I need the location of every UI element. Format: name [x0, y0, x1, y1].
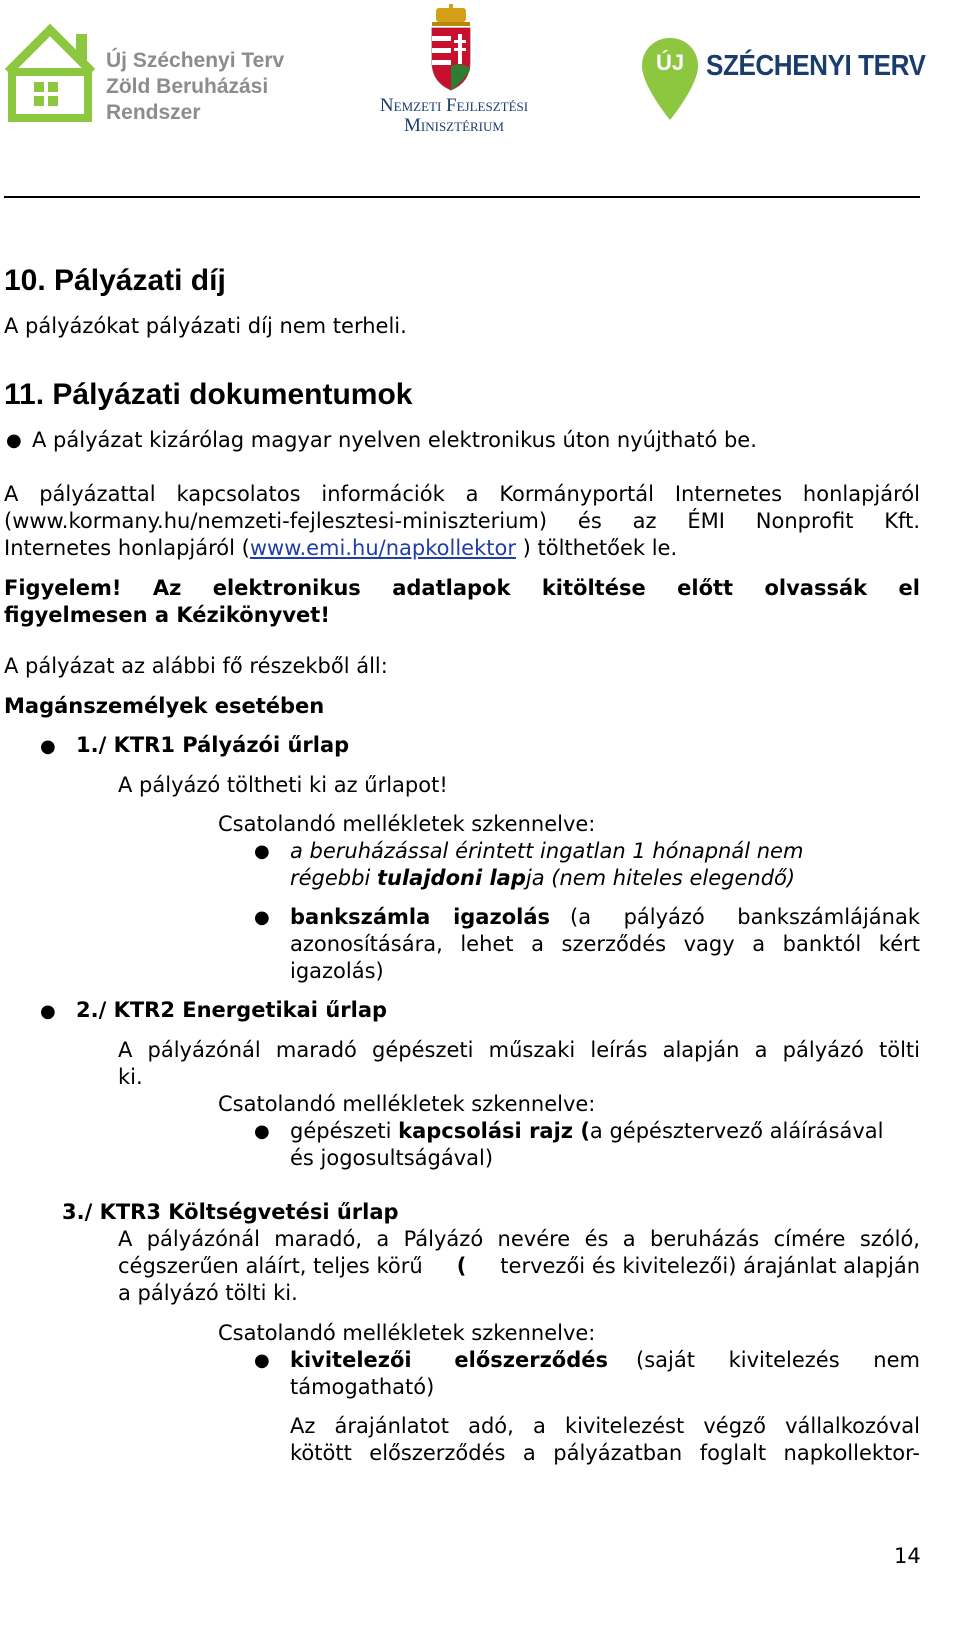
- ktr3-note-line2: kötött előszerződés a pályázatban foglalt napkollektor-: [290, 1441, 920, 1465]
- ktr3-item-line2: támogatható): [290, 1375, 435, 1399]
- info-line3-pre: Internetes honlapjáról (: [4, 536, 250, 560]
- ktr3-item-rest: (saját kivitelezés nem: [636, 1348, 920, 1372]
- logo-zold-beruhazasi: [4, 20, 294, 130]
- ktr3-text-line2: [118, 1253, 920, 1280]
- ktr1-item2-line1: [290, 904, 920, 931]
- info-line1: A pályázattal kapcsolatos információk a Kormányportál Internetes honlapjáról: [4, 482, 920, 506]
- ktr3-item-line1: [290, 1347, 920, 1374]
- ktr2-item-post: a gépésztervező aláírásával: [589, 1119, 884, 1143]
- ktr1-attach-label: Csatolandó mellékletek szkennelve:: [218, 812, 596, 836]
- info-line3: [4, 535, 677, 562]
- bullet-marker: ●: [40, 1001, 56, 1022]
- parts-intro: A pályázat az alábbi fő részekből áll:: [4, 654, 388, 678]
- ktr2-item-line2: és jogosultságával): [290, 1146, 494, 1170]
- ktr1-item1-line2: [290, 865, 795, 892]
- warning-line2: figyelmesen a Kézikönyvet!: [4, 603, 330, 627]
- logo-left-line2: Zöld Beruházási: [106, 75, 269, 98]
- ktr3-text-line2-pre: cégszerűen aláírt, teljes körű: [118, 1254, 423, 1278]
- ktr1-item2-bold-wrap: [290, 904, 550, 931]
- bullet-marker: ●: [6, 430, 22, 451]
- ktr1-item1-bold: tulajdoni lap: [376, 866, 526, 890]
- ktr2-text-line1: A pályázónál maradó gépészeti műszaki leírás alapján a pályázó tölti: [118, 1038, 920, 1062]
- logo-left-line3: Rendszer: [106, 101, 201, 124]
- ktr3-text-line1: A pályázónál maradó, a Pályázó nevére és a beruházás címére szóló,: [118, 1227, 920, 1251]
- ktr1-item2-bold: bankszámla igazolás: [290, 905, 550, 929]
- coat-of-arms-icon: [426, 4, 476, 94]
- bullet-marker: ●: [254, 907, 270, 928]
- ktr3-item-bold: kivitelezői előszerződés: [290, 1348, 608, 1372]
- ktr3-note-line1: Az árajánlatot adó, a kivitelezést végző vállalkozóval: [290, 1414, 920, 1438]
- ktr3-text-line2-bold: (: [456, 1254, 467, 1278]
- ktr1-item2-line2: azonosítására, lehet a szerződés vagy a banktól kért: [290, 932, 920, 956]
- house-icon: [4, 20, 104, 124]
- logo-left-line1: Új Széchenyi Terv: [106, 49, 285, 72]
- ktr1-title: 1./ KTR1 Pályázói űrlap: [76, 733, 350, 757]
- header-divider: [4, 196, 920, 198]
- ktr1-item1-post: ja (nem hiteles elegendő): [525, 866, 796, 890]
- logo-right-badge: ÚJ: [655, 50, 685, 75]
- section-10-text: A pályázókat pályázati díj nem terheli.: [4, 314, 407, 338]
- ktr1-item2-line3: igazolás): [290, 959, 384, 983]
- warning-line1: Figyelem! Az elektronikus adatlapok kitöltése előtt olvassák el: [4, 576, 920, 600]
- ktr3-title: 3./ KTR3 Költségvetési űrlap: [62, 1200, 399, 1224]
- ktr1-item2-rest: (a pályázó bankszámlájának: [570, 905, 920, 929]
- ktr2-item-bold: kapcsolási rajz (: [398, 1119, 590, 1143]
- emi-link[interactable]: www.emi.hu/napkollektor: [249, 536, 516, 560]
- section-11-title: 11. Pályázati dokumentumok: [4, 378, 413, 411]
- logo-uj-szechenyi-terv: [640, 36, 930, 126]
- section-10-title: 10. Pályázati díj: [4, 264, 226, 297]
- bullet-marker: ●: [254, 1121, 270, 1142]
- ktr2-text-line2: ki.: [118, 1065, 143, 1089]
- info-line3-post: ) tölthetőek le.: [515, 536, 678, 560]
- ktr2-title: 2./ KTR2 Energetikai űrlap: [76, 998, 388, 1022]
- ktr3-text-line3: a pályázó tölti ki.: [118, 1281, 298, 1305]
- map-pin-icon: [640, 36, 700, 122]
- logo-ministry: [362, 4, 542, 134]
- ktr1-item1-pre: régebbi: [290, 866, 377, 890]
- ktr3-text-line2-post: tervezői és kivitelezői) árajánlat alapján: [500, 1254, 920, 1278]
- ktr2-item-line1: [290, 1118, 883, 1145]
- info-line2: (www.kormany.hu/nemzeti-fejlesztesi-miniszterium) és az ÉMI Nonprofit Kft.: [4, 509, 920, 533]
- logo-center-line2: Minisztérium: [404, 115, 504, 136]
- section-11-bullet1: A pályázat kizárólag magyar nyelven elektronikus úton nyújtható be.: [32, 428, 757, 452]
- logo-center-line1: Nemzeti Fejlesztési: [379, 95, 529, 116]
- bullet-marker: ●: [254, 1350, 270, 1371]
- ktr1-item1-line1: a beruházással érintett ingatlan 1 hónapnál nem: [290, 839, 804, 863]
- logo-right-text: SZÉCHENYI TERV: [706, 50, 926, 82]
- ktr3-attach-label: Csatolandó mellékletek szkennelve:: [218, 1321, 596, 1345]
- ktr1-text: A pályázó töltheti ki az űrlapot!: [118, 773, 448, 797]
- private-heading: Magánszemélyek esetében: [4, 694, 325, 718]
- page-number: 14: [894, 1544, 921, 1568]
- bullet-marker: ●: [40, 736, 56, 757]
- bullet-marker: ●: [254, 841, 270, 862]
- ktr2-attach-label: Csatolandó mellékletek szkennelve:: [218, 1092, 596, 1116]
- ktr2-item-pre: gépészeti: [290, 1119, 399, 1143]
